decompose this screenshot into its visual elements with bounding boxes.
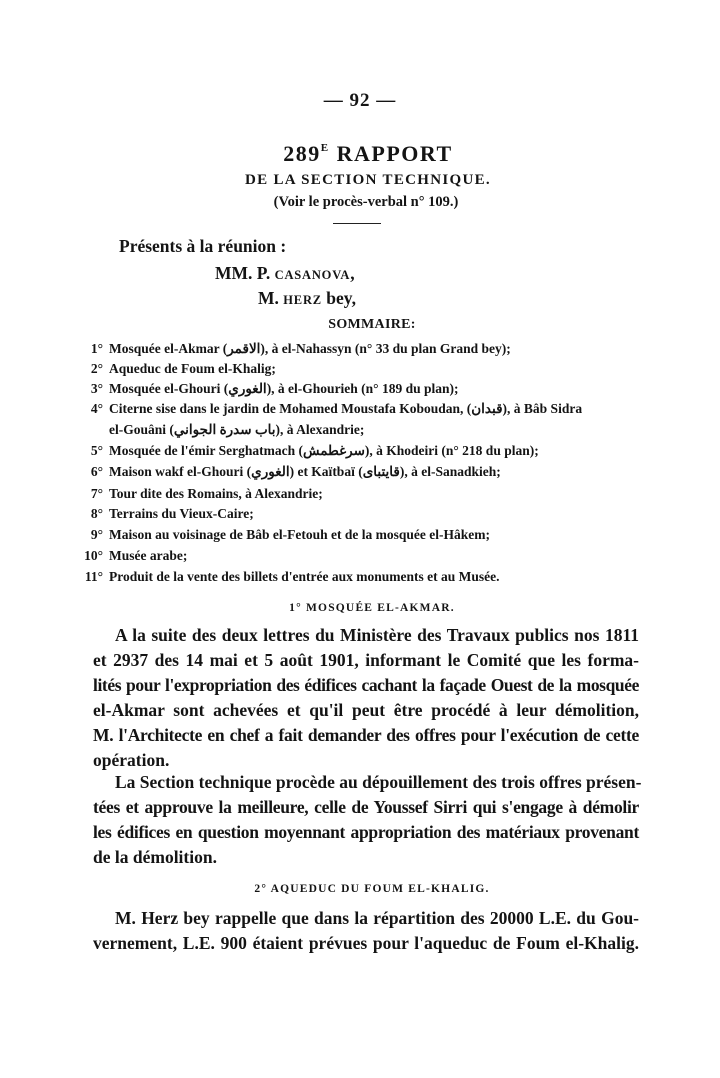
summary-item-number: 8° <box>90 506 103 521</box>
summary-item-number: 7° <box>90 486 103 501</box>
summary-item-number: 9° <box>90 527 103 542</box>
paragraph <box>93 770 642 870</box>
report-title <box>8 141 720 167</box>
report-ordinal-suffix: E <box>320 142 330 154</box>
summary-item-text: Mosquée de l'émir Serghatmach (سرغطمش), à Khodeiri (n° 218 du plan); <box>109 443 539 458</box>
section-heading: 2° AQUEDUC DU FOUM EL-KHALIG. <box>254 883 490 895</box>
paragraph <box>93 906 639 956</box>
section-heading: 1° MOSQUÉE EL-AKMAR. <box>289 602 455 614</box>
attendee-prefix: M. <box>258 288 284 308</box>
summary-title: SOMMAIRE: <box>328 317 416 332</box>
paragraph-line: el-Akmar sont achevées et qu'il peut être procédé à leur démolition, <box>93 700 639 720</box>
summary-item-text: Maison au voisinage de Bâb el-Fetouh et de la mosquée el-Hâkem; <box>109 527 490 542</box>
summary-item-number: 10° <box>84 548 103 563</box>
paragraph-line: vernement, L.E. 900 étaient prévues pour l'aqueduc de Foum el-Khalig. <box>93 933 639 953</box>
attendee-suffix: , <box>350 263 355 283</box>
report-number: 289 <box>283 141 321 166</box>
report-title-word: RAPPORT <box>336 141 453 166</box>
attendance-label: Présents à la réunion : <box>119 236 287 256</box>
summary-item-number: 3° <box>90 381 103 396</box>
summary-item-text: Produit de la vente des billets d'entrée aux monuments et au Musée. <box>109 569 500 584</box>
summary-item-number: 2° <box>90 361 103 376</box>
summary-item-text: Aqueduc de Foum el-Khalig; <box>109 361 276 376</box>
summary-item-text: Musée arabe; <box>109 548 188 563</box>
paragraph-line: La Section technique procède au dépouillement des trois offres présen- <box>115 772 642 792</box>
paragraph-line: M. l'Architecte en chef a fait demander des offres pour l'exécution de cette <box>93 725 639 745</box>
attendee <box>215 263 355 284</box>
summary-item-text: Citerne sise dans le jardin de Mohamed Moustafa Koboudan, (قبدان), à Bâb Sidra <box>109 401 583 416</box>
summary-item-number: 5° <box>90 443 103 458</box>
title-divider <box>333 223 381 224</box>
summary-item-number: 6° <box>90 464 103 479</box>
attendee-suffix: bey, <box>321 288 356 308</box>
paragraph-line: A la suite des deux lettres du Ministère des Travaux publics nos 1811 <box>115 625 639 645</box>
attendee-name: HERZ <box>283 293 322 307</box>
paragraph-line: opération. <box>93 750 170 770</box>
attendee <box>258 288 356 309</box>
summary-item-number: 1° <box>90 341 103 356</box>
page-number: — 92 — <box>323 90 397 111</box>
paragraph-line: et 2937 des 14 mai et 5 août 1901, informant le Comité que les forma- <box>93 650 639 670</box>
summary-item-text: Mosquée el-Akmar (الاقمر), à el-Nahassyn (n° 33 du plan Grand bey); <box>109 341 511 356</box>
summary-item-number: 11° <box>84 569 103 584</box>
paragraph-line: lités pour l'expropriation des édifices cachant la façade Ouest de la mosquée <box>93 675 639 695</box>
summary-item-text: Mosquée el-Ghouri (الغوري), à el-Ghourieh (n° 189 du plan); <box>109 381 459 396</box>
summary-item-text: Maison wakf el-Ghouri (الغوري) et Kaïtbaï (قايتباى), à el-Sanadkieh; <box>109 464 501 479</box>
paragraph <box>93 623 639 773</box>
report-reference: (Voir le procès-verbal n° 109.) <box>273 194 459 210</box>
paragraph-line: M. Herz bey rappelle que dans la répartition des 20000 L.E. du Gou- <box>115 908 639 928</box>
paragraph-line: tées et approuve la meilleure, celle de Youssef Sirri qui s'engage à démolir <box>93 797 639 817</box>
summary-item-text: el-Gouâni (باب سدرة الجواني), à Alexandrie; <box>109 422 365 437</box>
attendee-prefix: MM. P. <box>215 263 275 283</box>
summary-item-number: 4° <box>90 401 103 416</box>
summary-item-text: Tour dite des Romains, à Alexandrie; <box>109 486 323 501</box>
summary-item-text: Terrains du Vieux-Caire; <box>109 506 254 521</box>
paragraph-line: de la démolition. <box>93 847 217 867</box>
paragraph-line: les édifices en question moyennant appropriation des matériaux provenant <box>93 822 639 842</box>
attendee-name: CASANOVA <box>274 268 351 282</box>
report-subtitle: DE LA SECTION TECHNIQUE. <box>245 172 491 188</box>
